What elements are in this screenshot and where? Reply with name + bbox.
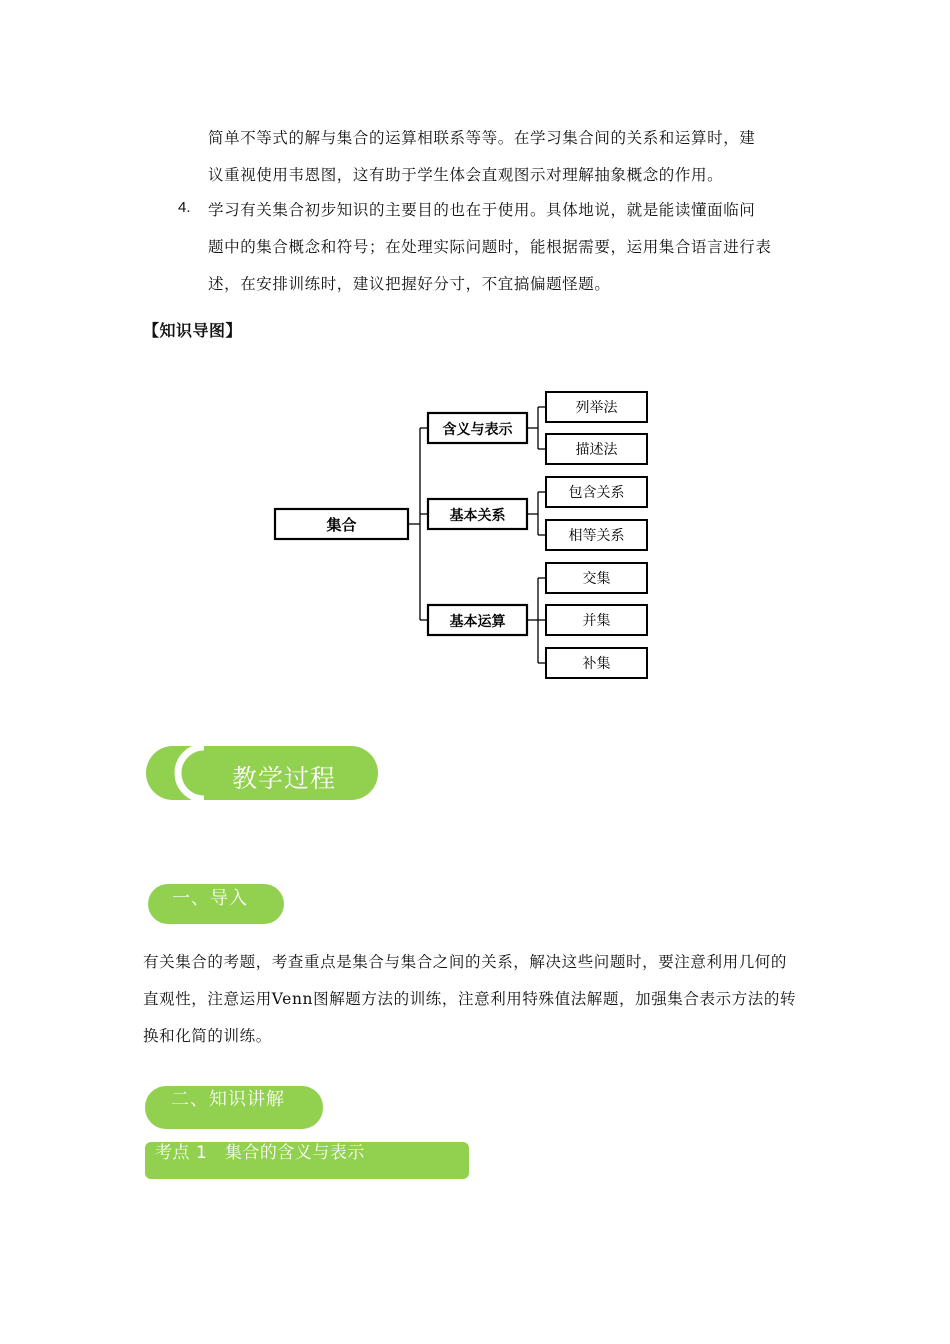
- teaching-process-banner: [146, 745, 378, 801]
- mindmap-leaf-node: [546, 477, 647, 507]
- svg-text:相等关系: 相等关系: [568, 528, 625, 544]
- paragraph-line: 换和化简的训练。: [143, 1027, 272, 1045]
- mindmap-leaf-node: [546, 434, 647, 464]
- svg-text:集合: 集合: [326, 516, 357, 534]
- mindmap-leaf-node: [546, 605, 647, 635]
- section-title-text: 二、知识讲解: [171, 1089, 285, 1110]
- mindmap-leaf-node: [546, 520, 647, 550]
- banner-title: 教学过程: [232, 764, 337, 793]
- svg-text:交集: 交集: [582, 571, 611, 587]
- list-item-line: 学习有关集合初步知识的主要目的也在于使用。具体地说，就是能读懂面临问: [208, 201, 756, 219]
- section-title-intro: [148, 884, 284, 924]
- svg-text:包含关系: 包含关系: [568, 485, 625, 501]
- section-title-knowledge: [145, 1086, 323, 1129]
- mindmap-root-node: [275, 509, 408, 539]
- mindmap-branch-node: [428, 499, 527, 529]
- svg-text:基本关系: 基本关系: [449, 508, 506, 524]
- paragraph-line: 简单不等式的解与集合的运算相联系等等。在学习集合间的关系和运算时，建: [208, 129, 756, 147]
- paragraph-line: 议重视使用韦恩图，这有助于学生体会直观图示对理解抽象概念的作用。: [208, 166, 724, 184]
- mindmap-leaf-node: [546, 563, 647, 593]
- svg-text:补集: 补集: [582, 656, 611, 672]
- svg-text:含义与表示: 含义与表示: [442, 422, 513, 438]
- paragraph-line: 直观性，注意运用Venn图解题方法的训练，注意利用特殊值法解题，加强集合表示方法的转: [143, 990, 797, 1008]
- paragraph-line: 有关集合的考题，考查重点是集合与集合之间的关系，解决这些问题时，要注意利用几何的: [143, 953, 788, 971]
- mindmap-heading: 【知识导图】: [143, 321, 243, 340]
- list-item-line: 题中的集合概念和符号；在处理实际问题时，能根据需要，运用集合语言进行表: [208, 238, 772, 256]
- section-title-text: 一、导入: [172, 888, 248, 909]
- list-number: 4.: [178, 199, 191, 216]
- svg-text:描述法: 描述法: [575, 442, 618, 458]
- mindmap-branch-node: [428, 605, 527, 635]
- kaodian-banner: [145, 1142, 469, 1179]
- mindmap-leaf-node: [546, 392, 647, 422]
- mindmap-leaf-node: [546, 648, 647, 678]
- kaodian-title: 考点 1 集合的含义与表示: [155, 1143, 365, 1163]
- svg-text:列举法: 列举法: [575, 400, 618, 416]
- svg-text:基本运算: 基本运算: [449, 614, 506, 630]
- svg-text:并集: 并集: [582, 613, 611, 629]
- mindmap-branch-node: [428, 413, 527, 443]
- list-item-line: 述，在安排训练时，建议把握好分寸，不宜搞偏题怪题。: [208, 275, 611, 293]
